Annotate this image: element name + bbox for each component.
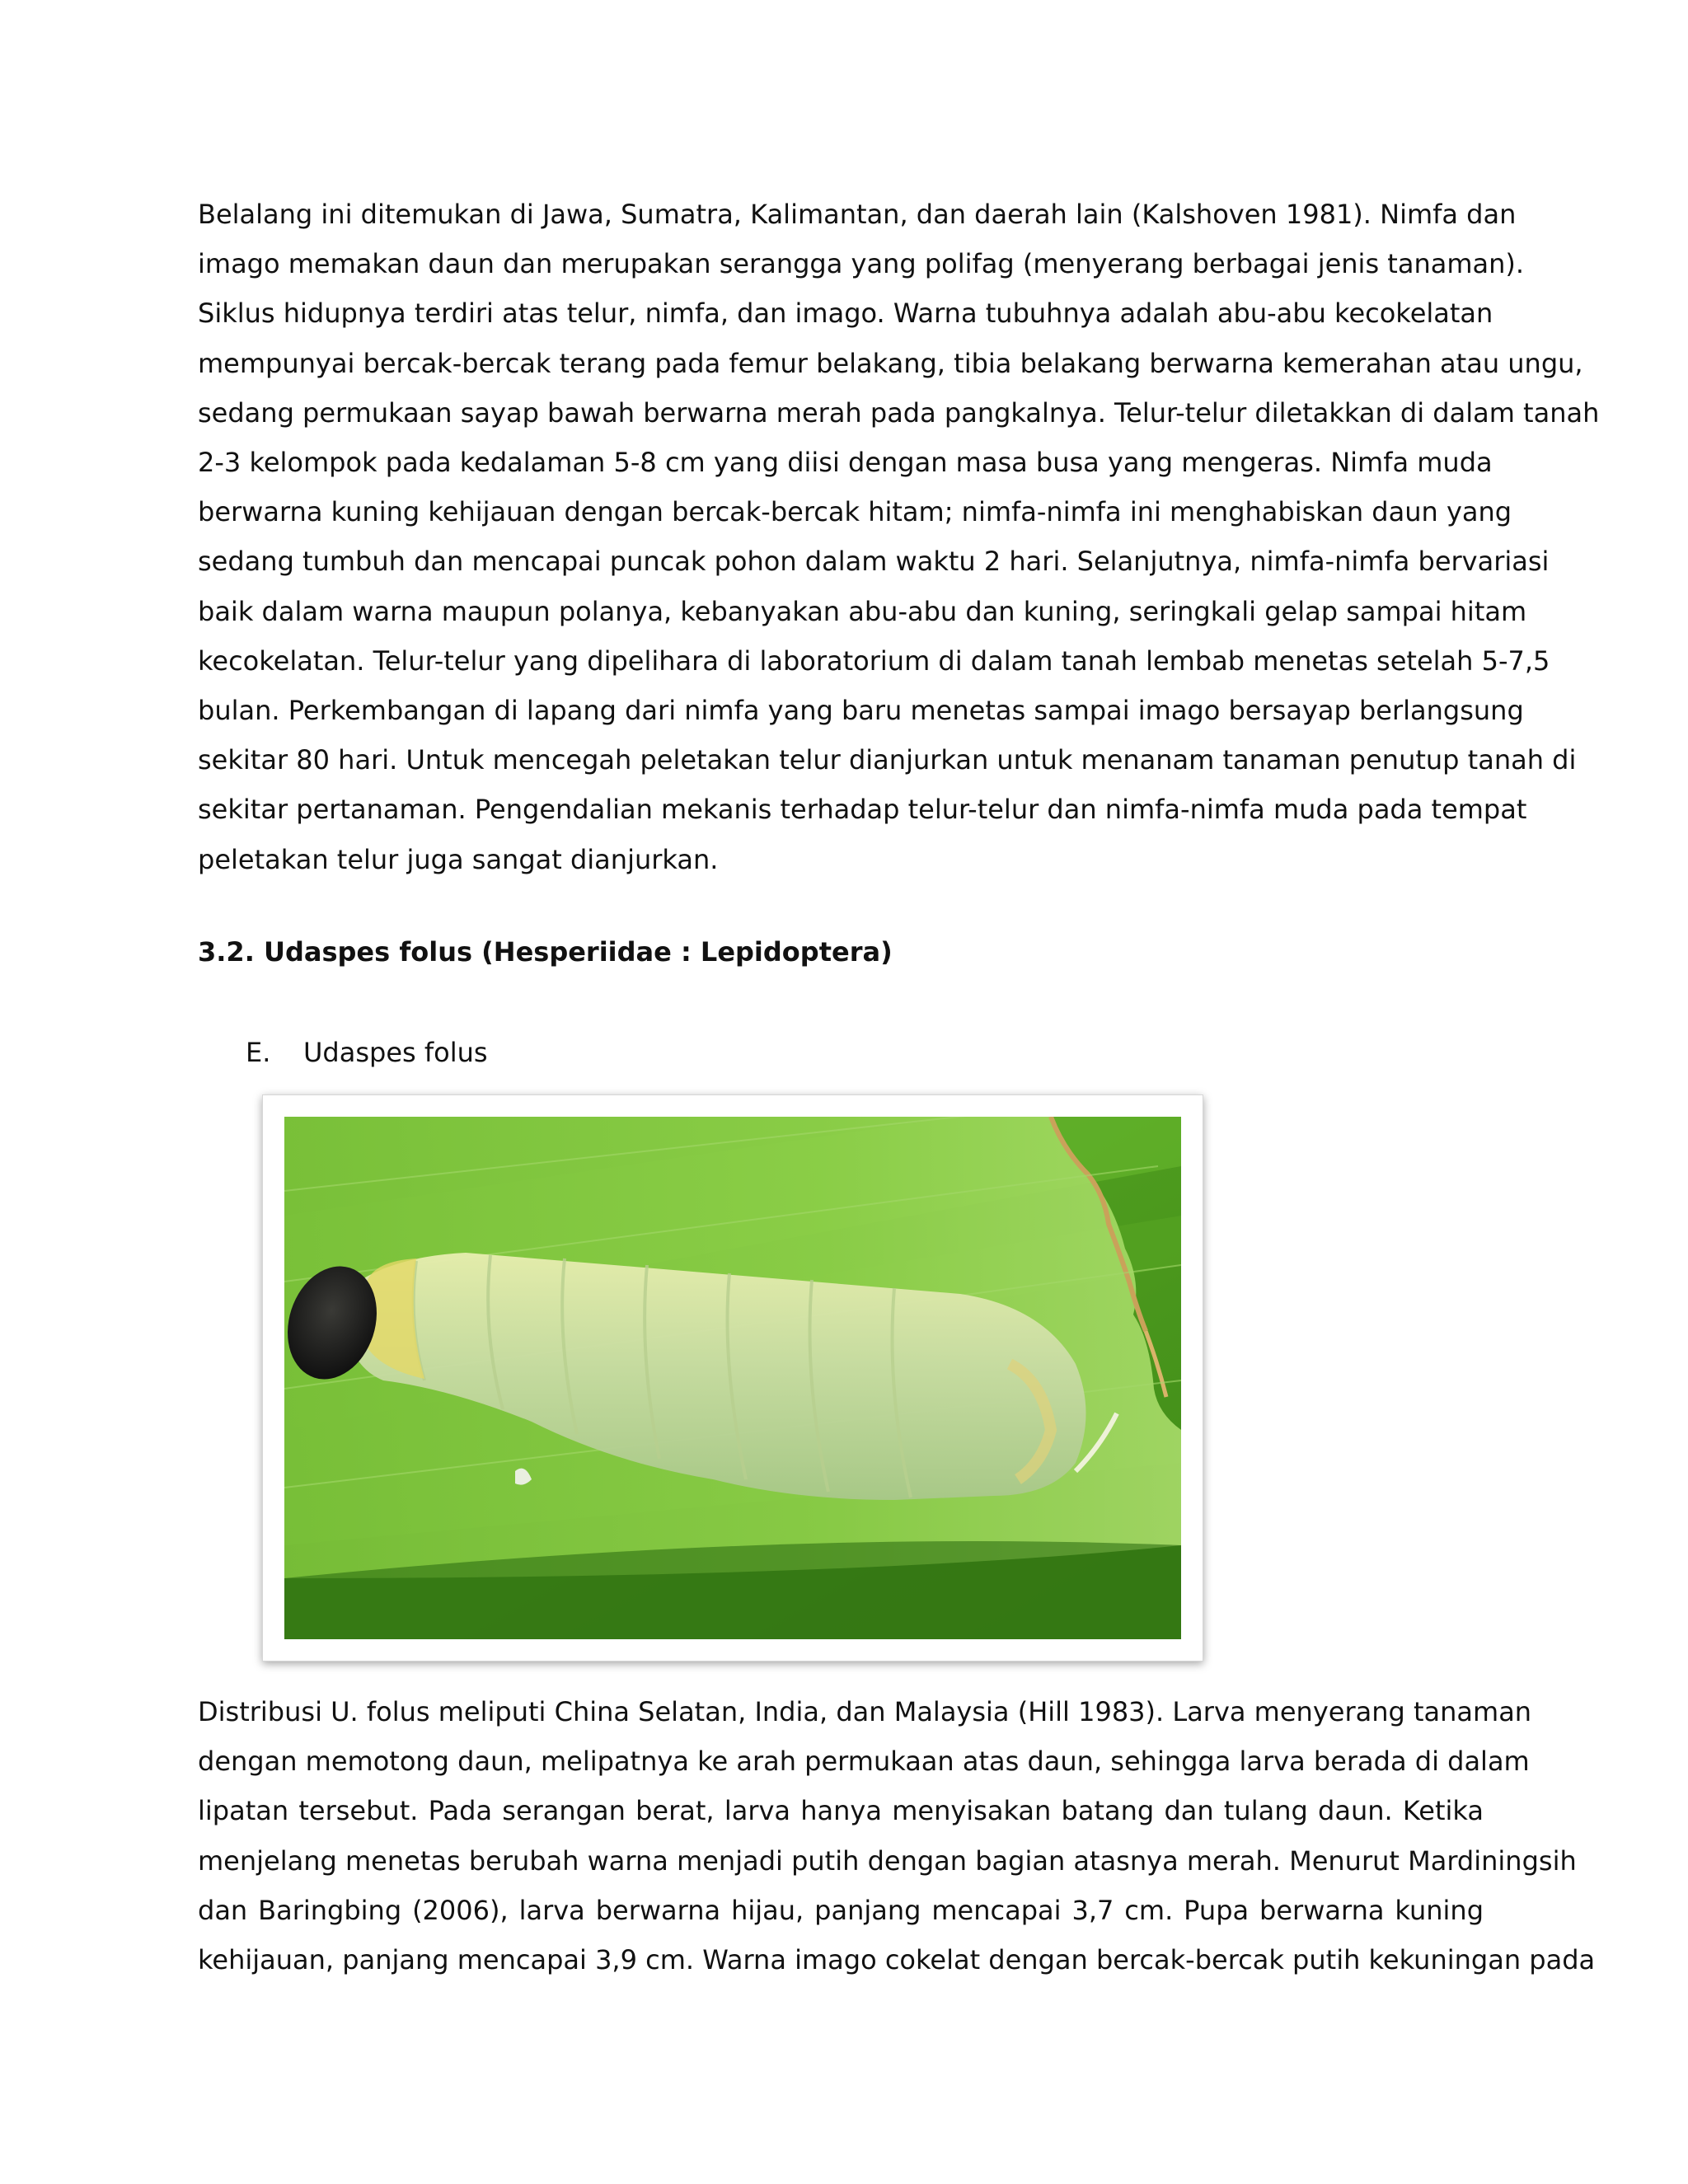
larva-photo [262, 1094, 1203, 1661]
text-line: peletakan telur juga sangat dianjurkan. [198, 843, 719, 875]
figure-caption [246, 1037, 488, 1068]
text-line: dan Baringbing (2006), larva berwarna hijau, panjang mencapai 3,7 cm. Pupa berwarna kuning [198, 1894, 1484, 1926]
text-line: Distribusi U. folus meliputi China Selatan, India, dan Malaysia (Hill 1983). Larva menyerang tanaman [198, 1696, 1532, 1727]
text-line: baik dalam warna maupun polanya, kebanyakan abu-abu dan kuning, seringkali gelap sampai hitam [198, 595, 1527, 627]
text-line: kecokelatan. Telur-telur yang dipelihara di laboratorium di dalam tanah lembab menetas setelah 5-7,5 [198, 644, 1550, 677]
text-line: berwarna kuning kehijauan dengan bercak-bercak hitam; nimfa-nimfa ini menghabiskan daun yang [198, 496, 1512, 528]
text-line: bulan. Perkembangan di lapang dari nimfa yang baru menetas sampai imago bersayap berlangsung [198, 695, 1524, 727]
text-line: sedang tumbuh dan mencapai puncak pohon dalam waktu 2 hari. Selanjutnya, nimfa-nimfa bervariasi [198, 546, 1550, 578]
text-line: Siklus hidupnya terdiri atas telur, nimfa, dan imago. Warna tubuhnya adalah abu-abu kecokelatan [198, 298, 1493, 330]
text-line: sedang permukaan sayap bawah berwarna merah pada pangkalnya. Telur-telur diletakkan di dalam tanah [198, 396, 1600, 429]
text-line: 2-3 kelompok pada kedalaman 5-8 cm yang diisi dengan masa busa yang mengeras. Nimfa muda [198, 447, 1493, 479]
text-line: Belalang ini ditemukan di Jawa, Sumatra, Kalimantan, dan daerah lain (Kalshoven 1981). Nimfa dan [198, 199, 1517, 230]
text-line: mempunyai bercak-bercak terang pada femur belakang, tibia belakang berwarna kemerahan atau ungu, [198, 347, 1583, 379]
figure-letter: E. [246, 1037, 271, 1068]
text-line: dengan memotong daun, melipatnya ke arah permukaan atas daun, sehingga larva berada di dalam [198, 1746, 1530, 1778]
text-line: sekitar pertanaman. Pengendalian mekanis terhadap telur-telur dan nimfa-nimfa muda pada tempat [198, 794, 1527, 826]
text-line: menjelang menetas berubah warna menjadi putih dengan bagian atasnya merah. Menurut Mardiningsih [198, 1844, 1577, 1877]
body-text-1 [198, 190, 1600, 884]
paragraph-1 [198, 190, 1600, 884]
paragraph-2 [198, 1687, 1596, 1985]
caterpillar-on-leaf-image [284, 1117, 1181, 1639]
text-line: lipatan tersebut. Pada serangan berat, larva hanya menyisakan batang dan tulang daun. Ketika [198, 1795, 1484, 1827]
text-line: imago memakan daun dan merupakan serangga yang polifag (menyerang berbagai jenis tanaman). [198, 248, 1525, 280]
text-line: sekitar 80 hari. Untuk mencegah peletakan telur dianjurkan untuk menanam tanaman penutup tanah di [198, 744, 1577, 776]
section-heading: 3.2. Udaspes folus (Hesperiidae : Lepidoptera) [198, 936, 893, 968]
figure-label: Udaspes folus [303, 1037, 488, 1068]
text-line: kehijauan, panjang mencapai 3,9 cm. Warna imago cokelat dengan bercak-bercak putih kekuningan pada [198, 1944, 1596, 1976]
body-text-2 [198, 1687, 1596, 1985]
